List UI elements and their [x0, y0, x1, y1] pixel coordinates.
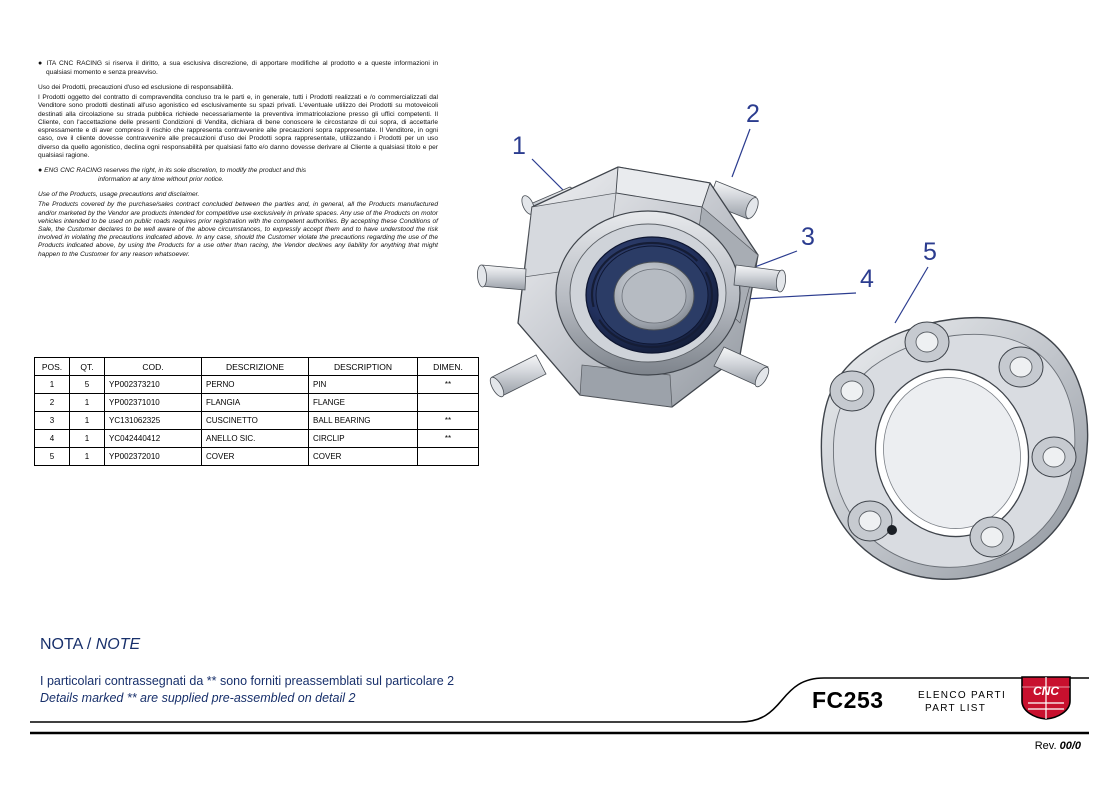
cell-descrizione: PERNO: [202, 376, 309, 394]
legal-ita-body: I Prodotti oggetto del contratto di compravendita concluso tra le parti e, in generale, tutti i Prodotti realizzati e /o commercializzati dal Venditore sono prodotti destinati all'uso agonistico ed esclusivamente su spazi privati. L'eventuale utilizzo dei Prodotti su motoveicoli destinati alla circolazione su strada pubblica richiede necessariamente la preventiva immatricolazione presso gli uffici competenti. Il Cliente, con l'accettazione delle presenti Condizioni di Vendita, dichiara di bene conoscere le circostanze di cui sopra, di accettarle espressamente e di aver compreso il rischio che rappresenta contravvenire alle precauzioni sopra rappresentate. Il Venditore, in ogni caso, ove il cliente dovesse contravvenire alle precauzioni d'uso dei Prodotti sopra rappresentate, utilizzando i Prodotti per un uso diverso da quello agonistico, declina ogni responsabilità per qualsiasi fatto e/o danno dovesse derivare al Cliente a qualsiasi titolo e per qualsiasi ragione.: [38, 94, 438, 159]
note-title-sep: /: [82, 636, 96, 653]
cell-descrizione: ANELLO SIC.: [202, 430, 309, 448]
parts-table: [34, 357, 479, 466]
callout-3: 3: [801, 223, 815, 251]
cell-pos: 3: [35, 412, 70, 430]
cell-description: CIRCLIP: [309, 430, 418, 448]
header-descrizione: DESCRIZIONE: [202, 358, 309, 376]
cell-cod: YP002371010: [105, 394, 202, 412]
flange-hub-body: [477, 167, 787, 407]
cell-qt: 1: [70, 394, 105, 412]
table-row: [35, 430, 479, 448]
callout-1: 1: [512, 132, 526, 160]
note-line-italian: I particolari contrassegnati da ** sono forniti preassemblati sul particolare 2: [40, 674, 455, 688]
legal-disclaimer-block: [38, 60, 438, 266]
bullet-dot-icon: ●: [38, 60, 44, 67]
cell-description: COVER: [309, 448, 418, 466]
legal-eng-bullet-indent: information at any time without prior notice.: [98, 175, 224, 183]
cell-qt: 1: [70, 448, 105, 466]
cell-description: BALL BEARING: [309, 412, 418, 430]
header-qt: QT.: [70, 358, 105, 376]
cell-pos: 2: [35, 394, 70, 412]
exploded-assembly-drawing: [440, 55, 1100, 635]
note-title-en: NOTE: [95, 636, 141, 653]
cell-dimen: **: [418, 430, 479, 448]
table-header-row: [35, 358, 479, 376]
legal-ita-bullet-text: ITA CNC RACING si riserva il diritto, a sua esclusiva discrezione, di apportare modifiche al prodotto e a queste informazioni in qualsiasi momento e senza preavviso.: [46, 60, 438, 76]
cell-descrizione: CUSCINETTO: [202, 412, 309, 430]
note-title-it: NOTA: [40, 636, 83, 653]
cell-pos: 4: [35, 430, 70, 448]
cell-pos: 5: [35, 448, 70, 466]
rev-prefix: Rev.: [1034, 740, 1057, 752]
cnc-racing-logo: [1018, 675, 1074, 721]
part-number-code: FC253: [812, 687, 884, 713]
cell-descrizione: COVER: [202, 448, 309, 466]
table-row: [35, 448, 479, 466]
table-row: [35, 412, 479, 430]
cell-dimen: **: [418, 376, 479, 394]
header-dimen: DIMEN.: [418, 358, 479, 376]
cell-description: FLANGE: [309, 394, 418, 412]
cell-descrizione: FLANGIA: [202, 394, 309, 412]
legal-eng-bullet-text: ENG CNC RACING reserves the right, in its sole discretion, to modify the product and this: [44, 167, 307, 175]
cell-qt: 5: [70, 376, 105, 394]
revision-label: [1035, 740, 1081, 752]
cell-qt: 1: [70, 412, 105, 430]
cover-plate: [821, 318, 1087, 580]
header-pos: POS.: [35, 358, 70, 376]
logo-text: CNC: [1033, 684, 1059, 698]
bullet-dot-icon-2: ●: [38, 167, 43, 175]
header-description: DESCRIPTION: [309, 358, 418, 376]
table-row: [35, 376, 479, 394]
cell-cod: YP002373210: [105, 376, 202, 394]
callout-2: 2: [746, 100, 760, 128]
legal-ita-bullet: [38, 60, 438, 77]
cell-pos: 1: [35, 376, 70, 394]
cell-cod: YC042440412: [105, 430, 202, 448]
rev-value: 00/0: [1059, 740, 1081, 752]
cell-dimen: **: [418, 412, 479, 430]
cell-description: PIN: [309, 376, 418, 394]
callout-4: 4: [860, 265, 874, 293]
legal-eng-heading: Use of the Products, usage precautions and disclaimer.: [38, 191, 200, 199]
cell-cod: YC131062325: [105, 412, 202, 430]
drawing-svg: [440, 55, 1100, 635]
legal-ita-heading: Uso dei Prodotti, precauzioni d'uso ed esclusione di responsabilità.: [38, 83, 234, 91]
part-list-label-it: ELENCO PARTI: [918, 690, 1007, 701]
legal-eng-bullet: [38, 167, 438, 184]
part-list-label-en: PART LIST: [925, 703, 987, 714]
header-cod: COD.: [105, 358, 202, 376]
note-title: [40, 636, 140, 654]
callout-5: 5: [923, 238, 937, 266]
table-row: [35, 394, 479, 412]
note-line-english: Details marked ** are supplied pre-assembled on detail 2: [40, 691, 356, 705]
cell-qt: 1: [70, 430, 105, 448]
cell-cod: YP002372010: [105, 448, 202, 466]
legal-eng-body: The Products covered by the purchase/sales contract concluded between the parties and, in general, all the Products manufactured and/or marketed by the Vendor are products intended for competitive use exclusively in private spaces. Any use of the Products on motor vehicles intended to be used on public roads requires prior registration with the competent authorities. By accepting these Conditions of Sale, the Customer declares to be well aware of the above circumstances, to expressly accept them and to have understood the risk involved in violating the precautions indicated above. In any case, should the Customer violate the precautions regarding the use of the Products indicated above, by using the Products for a use other than racing, the Vendor declines any liability for anything that might happen to the Customer for any reason whatsoever.: [38, 201, 438, 258]
